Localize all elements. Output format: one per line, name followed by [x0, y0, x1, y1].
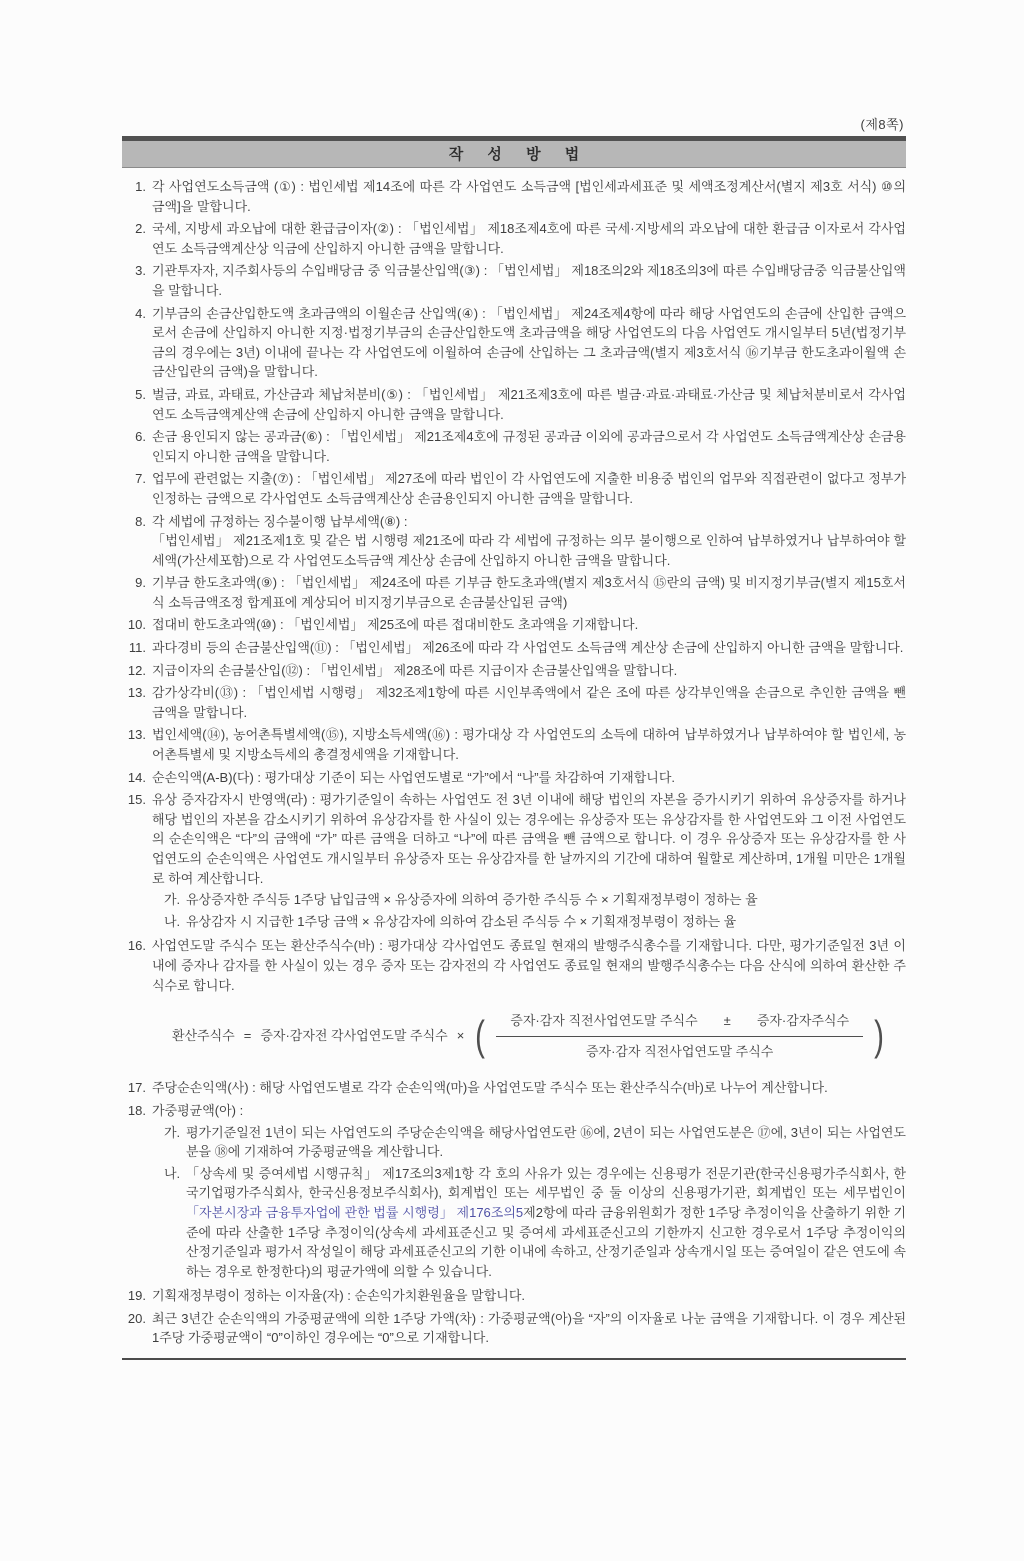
sub-item — [164, 1123, 906, 1162]
statute-reference-link: 「자본시장과 금융투자업에 관한 법률 시행령」 제176조의5 — [186, 1204, 524, 1220]
item-number: 6. — [135, 429, 146, 445]
sub-item — [164, 890, 906, 910]
sub-item-text — [186, 1123, 906, 1162]
instruction-item — [122, 1078, 906, 1098]
instruction-item — [122, 469, 906, 508]
instruction-item — [122, 385, 906, 424]
page-number: (제8쪽) — [860, 117, 904, 132]
section-title-bar — [122, 136, 906, 168]
item-text: 기부금의 손금산입한도액 초과금액의 이월손금 산입액(④) : 「법인세법」 제24조제4항에 따라 해당 사업연도의 손금에 산입한 금액으로서 손금에 산입하지 아니한 지정·법정기부금의 손금산입한도액 초과금액을 해당 사업연도의 다음 사업연도 개시일부터 5년(법정기부금의 경우에는 3년) 이내에 끝나는 각 사업연도에 이월하여 손금에 산입하는 그 초과금액(별지 제3호서식 ⑯기부금 한도초과이월액 손금산입란의 금액)을 말합니다. — [152, 305, 906, 380]
text-segment: 제2항에 따라 금융위원회가 정한 1주당 추정이익을 산출하기 위한 기준에 따라 산출한 1주당 추정이익(상속세 과세표준신고 및 증여세 과세표준신고의 기한까지 신고한 경우로서 1주당 추정이익의 산정기준일과 평가서 작성일이 해당 과세표준신고의 기한 이내에 속하고, 산정기준일과 상속개시일 또는 증여일이 같은 연도에 속하는 경우로 한정한다)의 평균가액에 의할 수 있습니다. — [186, 1204, 906, 1279]
text-segment: 유상감자 시 지급한 1주당 금액 × 유상감자에 의하여 감소된 주식등 수 × 기획재정부령이 정하는 율 — [186, 913, 737, 929]
item-number: 9. — [135, 575, 146, 591]
instruction-item — [122, 683, 906, 722]
instruction-item — [122, 177, 906, 216]
instruction-item — [122, 1101, 906, 1283]
sub-item-label: 나. — [164, 913, 181, 929]
instruction-item — [122, 1286, 906, 1306]
item-number: 13. — [127, 727, 146, 743]
item-text: 국세, 지방세 과오납에 대한 환급금이자(②) : 「법인세법」 제18조제4호에 따른 국세·지방세의 과오납에 대한 환급금 이자로서 각사업연도 소득금액계산상 익금에 산입하지 아니한 금액을 말합니다. — [152, 221, 906, 256]
instruction-item — [122, 1309, 906, 1348]
sub-item — [164, 1164, 906, 1282]
item-body — [152, 1309, 906, 1348]
instruction-item — [122, 427, 906, 466]
sub-item-label: 가. — [164, 892, 181, 908]
item-text: 기부금 한도초과액(⑨) : 「법인세법」 제24조에 따른 기부금 한도초과액(별지 제3호서식 ⑮란의 금액) 및 비지정기부금(별지 제15호서식 소득금액조정 합계표에 계상되어 비지정기부금으로 손금불산입된 금액) — [152, 575, 906, 610]
item-text: 법인세액(⑭), 농어촌특별세액(⑮), 지방소득세액(⑯) : 평가대상 각 사업연도의 소득에 대하여 납부하였거나 납부하여야 할 법인세, 농어촌특별세 및 지방소득세의 총결정세액을 기재합니다. — [152, 727, 906, 763]
item-text: 각 사업연도소득금액 (①) : 법인세법 제14조에 따른 각 사업연도 소득금액 [법인세과세표준 및 세액조정계산서(별지 제3호 서식) ⑩의 금액]을 말합니다. — [152, 179, 906, 214]
item-body — [152, 177, 906, 216]
item-text: 접대비 한도초과액(⑩) : 「법인세법」 제25조에 따른 접대비한도 초과액을 기재합니다. — [152, 617, 639, 633]
item-text: 손금 용인되지 않는 공과금(⑥) : 「법인세법」 제21조제4호에 규정된 공과금 이외에 공과금으로서 각 사업연도 소득금액계산상 손금용인되지 아니한 금액을 말합니다. — [152, 429, 906, 464]
item-text: 기관투자자, 지주회사등의 수입배당금 중 익금불산입액(③) : 「법인세법」 제18조의2와 제18조의3에 따른 수입배당금중 익금불산입액을 말합니다. — [152, 263, 906, 298]
sub-item-label: 나. — [164, 1165, 181, 1181]
item-body — [152, 725, 906, 764]
instruction-item — [122, 638, 906, 658]
sub-item-text — [186, 890, 906, 910]
item-number: 5. — [135, 386, 146, 402]
item-body — [152, 469, 906, 508]
section-title: 작 성 방 법 — [448, 146, 590, 163]
item-number: 10. — [127, 617, 146, 633]
sub-item-text — [186, 912, 906, 932]
plus-minus-sign: ± — [723, 1013, 731, 1029]
fraction — [496, 1011, 863, 1061]
instructions-list — [122, 177, 906, 1348]
item-text: 벌금, 과료, 과태료, 가산금과 체납처분비(⑤) : 「법인세법」 제21조제3호에 따른 벌금·과료·과태료·가산금 및 체납처분비로서 각사업연도 소득금액계산액 손금에 산입하지 아니한 금액을 말합니다. — [152, 386, 906, 422]
item-text: 순손익액(A-B)(다) : 평가대상 기준이 되는 사업연도별로 “가”에서 “나”를 차감하여 기재합니다. — [152, 769, 676, 785]
item-text: 사업연도말 주식수 또는 환산주식수(바) : 평가대상 각사업연도 종료일 현재의 발행주식총수를 기재합니다. 다만, 평가기준일전 3년 이내에 증자나 감자를 한 사실이 있는 경우 증자 또는 감자전의 각 사업연도 종료일 현재의 발행주식총수는 다음 산식에 의하여 환산한 주식수로 합니다. — [152, 938, 906, 993]
item-number: 13. — [127, 685, 146, 701]
item-body — [152, 385, 906, 424]
item-text: 지급이자의 손금불산입(⑫) : 「법인세법」 제28조에 따른 지급이자 손금불산입액을 말합니다. — [152, 662, 678, 678]
instruction-item — [122, 936, 906, 1075]
sub-item — [164, 912, 906, 932]
item-number: 11. — [128, 640, 146, 656]
conversion-formula — [152, 1011, 906, 1061]
instruction-item — [122, 219, 906, 258]
bottom-divider — [122, 1358, 906, 1360]
multiply-sign: × — [456, 1028, 465, 1044]
item-body — [152, 790, 906, 933]
item-body — [152, 512, 906, 571]
fraction-numerator — [496, 1011, 863, 1036]
item-body — [152, 304, 906, 382]
item-number: 1. — [135, 179, 146, 194]
item-number: 8. — [135, 513, 146, 529]
item-text: 최근 3년간 순손익액의 가중평균액에 의한 1주당 가액(차) : 가중평균액(아)을 “자”의 이자율로 나눈 금액을 기재합니다. 이 경우 계산된 1주당 가중평균액이 “0”이하인 경우에는 “0”으로 기재합니다. — [152, 1310, 906, 1346]
text-segment: 「상속세 및 증여세법 시행규칙」 제17조의3제1항 각 호의 사유가 있는 경우에는 신용평가 전문기관(한국신용평가주식회사, 한국기업평가주식회사, 한국신용정보주식회사), 회계법인 또는 세무법인 중 둘 이상의 신용평가기관, 회계법인 또는 세무법인이 — [186, 1165, 906, 1201]
instruction-item — [122, 661, 906, 681]
item-number: 16. — [127, 938, 146, 954]
instruction-item — [122, 790, 906, 933]
text-segment: 평가기준일전 1년이 되는 사업연도의 주당순손익액을 해당사업연도란 ⑯에, 2년이 되는 사업연도분은 ⑰에, 3년이 되는 사업연도 분을 ⑱에 기재하여 가중평균액을 계산합니다. — [186, 1124, 906, 1160]
item-number: 12. — [127, 662, 146, 678]
item-number: 17. — [127, 1080, 146, 1096]
item-text: 주당순손익액(사) : 해당 사업연도별로 각각 순손익액(마)을 사업연도말 주식수 또는 환산주식수(바)로 나누어 계산합니다. — [152, 1080, 828, 1096]
text-segment: 유상증자한 주식등 1주당 납입금액 × 유상증자에 의하여 증가한 주식등 수 × 기획재정부령이 정하는 율 — [186, 892, 758, 908]
item-number: 3. — [135, 263, 146, 279]
instruction-item — [122, 725, 906, 764]
numerator-left: 증자·감자 직전사업연도말 주식수 — [510, 1013, 698, 1029]
page-content — [122, 114, 906, 1360]
item-body — [152, 638, 906, 658]
formula-lhs: 환산주식수 — [171, 1028, 235, 1044]
item-text-continued: 「법인세법」 제21조제1호 및 같은 법 시행령 제21조에 따라 각 세법에 규정하는 의무 불이행으로 인하여 납부하였거나 납부하여야 할 세액(가산세포함)으로 각 사업연도소득금액 계산상 손금에 산입하지 아니한 금액을 말합니다. — [152, 533, 906, 568]
open-paren: ( — [475, 1012, 486, 1060]
formula-multiplicand: 증자·감자전 각사업연도말 주식수 — [260, 1028, 448, 1044]
scanned-form-page — [0, 114, 1024, 1561]
close-paren: ) — [874, 1012, 884, 1060]
instruction-item — [122, 512, 906, 571]
item-number: 18. — [127, 1102, 146, 1118]
item-text: 과다경비 등의 손금불산입액(⑪) : 「법인세법」 제26조에 따라 각 사업연도 소득금액 계산상 손금에 산입하지 아니한 금액을 말합니다. — [152, 640, 904, 656]
item-body — [152, 1101, 906, 1283]
item-number: 7. — [135, 471, 146, 487]
numerator-right: 증자·감자주식수 — [756, 1013, 850, 1029]
instruction-item — [122, 304, 906, 382]
item-body — [152, 661, 906, 681]
sub-item-text — [186, 1164, 906, 1282]
item-body — [152, 615, 906, 635]
instruction-item — [122, 261, 906, 300]
item-text: 업무에 관련없는 지출(⑦) : 「법인세법」 제27조에 따라 법인이 각 사업연도에 지출한 비용중 법인의 업무와 직접관련이 없다고 정부가 인정하는 금액으로 각사업연도 소득금액계산상 손금용인되지 아니한 금액을 말합니다. — [152, 471, 906, 506]
item-number: 14. — [127, 769, 146, 785]
item-body — [152, 261, 906, 300]
item-number: 2. — [135, 221, 146, 237]
item-body — [152, 573, 906, 612]
item-body — [152, 1286, 906, 1306]
item-body — [152, 219, 906, 258]
sub-item-label: 가. — [164, 1124, 181, 1140]
instruction-item — [122, 573, 906, 612]
instruction-item — [122, 615, 906, 635]
equals-sign: = — [243, 1028, 252, 1044]
item-text: 유상 증자감자시 반영액(라) : 평가기준일이 속하는 사업연도 전 3년 이내에 해당 법인의 자본을 증가시키기 위하여 유상증자를 하거나 해당 법인의 자본을 감소시키기 위하여 유상감자를 한 사실이 있는 경우에는 유상증자 또는 유상감자를 한 사업연도와 그 이전 사업연도의 순손익액은 “다”의 금액에 “가” 따른 금액을 더하고 “나”에 따른 금액을 뺀 금액으로 합니다. 이 경우 유상증자 또는 유상감자를 한 사업연도의 순손익액은 사업연도 개시일부터 유상증자 또는 유상감자를 한 날까지의 기간에 대하여 월할로 계산하며, 1개월 미만은 1개월로 하여 계산합니다. — [152, 792, 906, 886]
fraction-denominator: 증자·감자 직전사업연도말 주식수 — [496, 1036, 863, 1062]
item-text: 기획재정부령이 정하는 이자율(자) : 순손익가치환원율을 말합니다. — [152, 1288, 526, 1304]
item-text: 감가상각비(⑬) : 「법인세법 시행령」 제32조제1항에 따른 시인부족액에서 같은 조에 따른 상각부인액을 손금으로 추인한 금액을 뺀 금액을 말합니다. — [152, 685, 906, 720]
item-text: 가중평균액(아) : — [152, 1102, 244, 1118]
item-number: 4. — [135, 305, 146, 321]
item-body — [152, 1078, 906, 1098]
item-body — [152, 427, 906, 466]
item-body — [152, 936, 906, 1075]
item-text: 각 세법에 규정하는 징수불이행 납부세액(⑧) : — [152, 513, 408, 529]
item-body — [152, 768, 906, 788]
instruction-item — [122, 768, 906, 788]
item-number: 19. — [127, 1288, 146, 1304]
item-body — [152, 683, 906, 722]
item-number: 15. — [127, 792, 146, 808]
item-number: 20. — [127, 1310, 146, 1326]
